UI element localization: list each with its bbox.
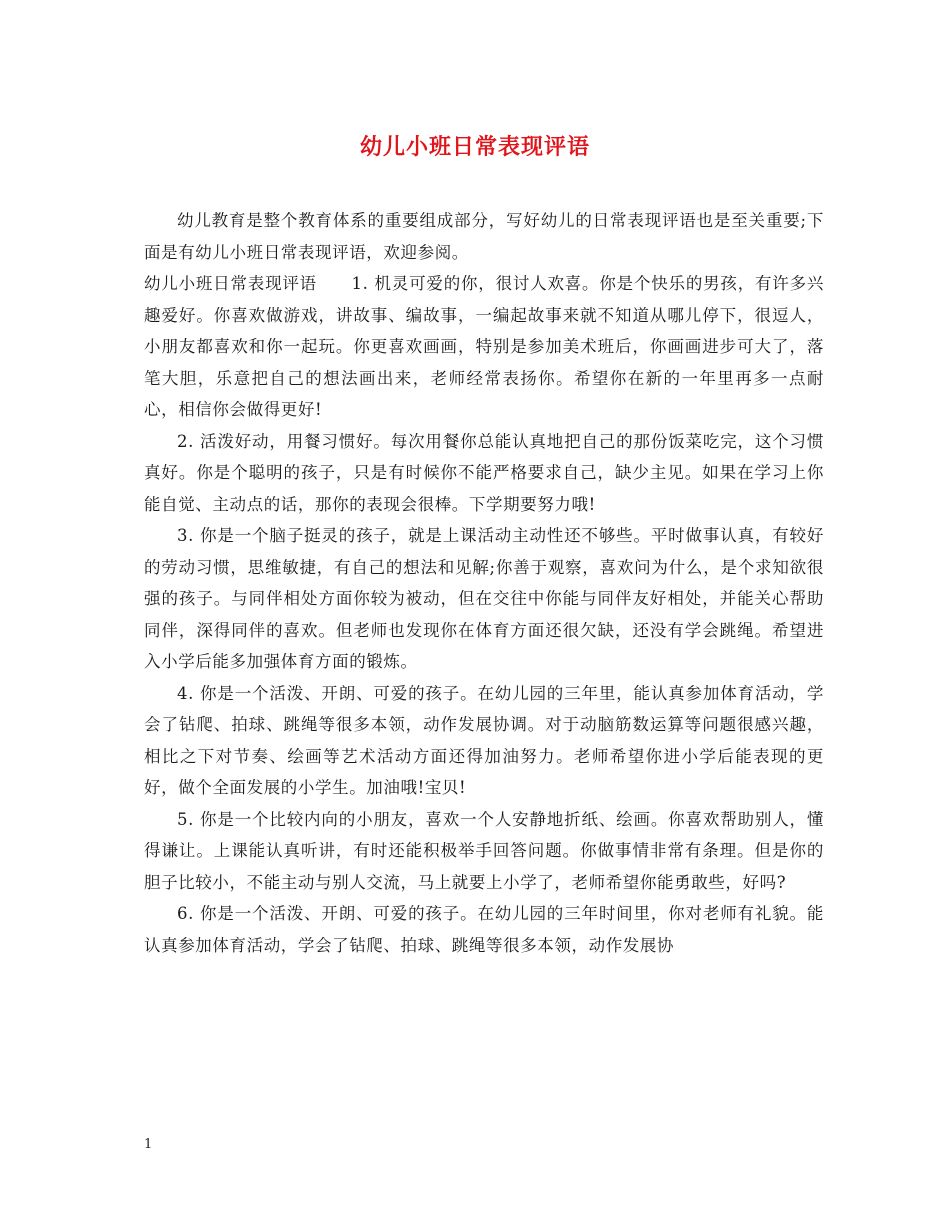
- comment-paragraph-3: 3. 你是一个脑子挺灵的孩子，就是上课活动主动性还不够些。平时做事认真，有较好的劳动习惯，思维敏捷，有自己的想法和见解;你善于观察，喜欢问为什么，是个求知欲很强的孩子。与同伴相处方面你较为被动，但在交往中你能与同伴友好相处，并能关心帮助同伴，深得同伴的喜欢。但老师也发现你在体育方面还很欠缺，还没有学会跳绳。希望进入小学后能多加强体育方面的锻炼。: [144, 526, 824, 671]
- comment-paragraph-2: 2. 活泼好动，用餐习惯好。每次用餐你总能认真地把自己的那份饭菜吃完，这个习惯真好。你是个聪明的孩子，只是有时候你不能严格要求自己，缺少主见。如果在学习上你能自觉、主动点的话，那你的表现会很棒。下学期要努力哦!: [144, 431, 824, 514]
- comment-paragraph-1: 幼儿小班日常表现评语 1. 机灵可爱的你，很讨人欢喜。你是个快乐的男孩，有许多兴趣爱好。你喜欢做游戏，讲故事、编故事，一编起故事来就不知道从哪儿停下，很逗人，小朋友都喜欢和你一起玩。你更喜欢画画，特别是参加美术班后，你画画进步可大了，落笔大胆，乐意把自己的想法画出来，老师经常表扬你。希望你在新的一年里再多一点耐心，相信你会做得更好!: [144, 274, 824, 419]
- page-number: 1: [144, 1137, 153, 1152]
- comment-paragraph-5: 5. 你是一个比较内向的小朋友，喜欢一个人安静地折纸、绘画。你喜欢帮助别人，懂得谦让。上课能认真听讲，有时还能积极举手回答问题。你做事情非常有条理。但是你的胆子比较小，不能主动与别人交流，马上就要上小学了，老师希望你能勇敢些，好吗?: [144, 809, 824, 892]
- page-title: 幼儿小班日常表现评语: [359, 134, 590, 160]
- comment-paragraph-6: 6. 你是一个活泼、开朗、可爱的孩子。在幼儿园的三年时间里，你对老师有礼貌。能认真参加体育活动，学会了钻爬、拍球、跳绳等很多本领，动作发展协: [144, 904, 824, 955]
- comment-paragraph-4: 4. 你是一个活泼、开朗、可爱的孩子。在幼儿园的三年里，能认真参加体育活动，学会了钻爬、拍球、跳绳等很多本领，动作发展协调。对于动脑筋数运算等问题很感兴趣，相比之下对节奏、绘画等艺术活动方面还得加油努力。老师希望你进小学后能表现的更好，做个全面发展的小学生。加油哦!宝贝!: [144, 683, 824, 797]
- document-body: [144, 205, 824, 961]
- intro-paragraph: 幼儿教育是整个教育体系的重要组成部分，写好幼儿的日常表现评语也是至关重要;下面是有幼儿小班日常表现评语，欢迎参阅。: [144, 211, 824, 262]
